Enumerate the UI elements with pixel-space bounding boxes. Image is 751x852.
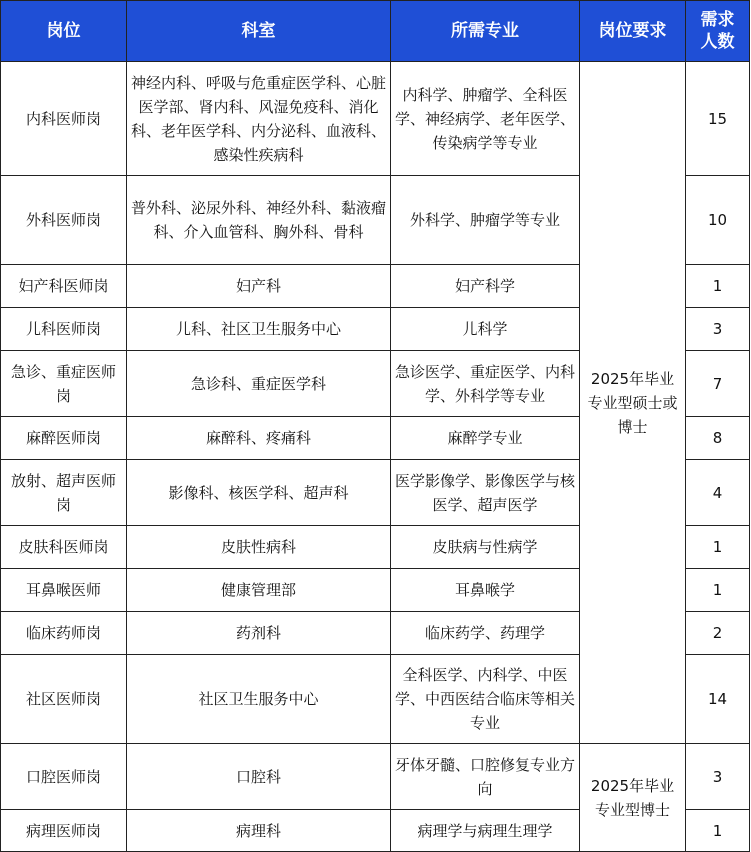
major-cell: 妇产科学 <box>391 265 580 308</box>
major-cell: 耳鼻喉学 <box>391 569 580 612</box>
header-requirement: 岗位要求 <box>580 1 686 62</box>
count-cell: 1 <box>686 526 750 569</box>
count-cell: 7 <box>686 351 750 417</box>
department-cell: 药剂科 <box>127 612 391 655</box>
department-cell: 麻醉科、疼痛科 <box>127 417 391 460</box>
major-cell: 急诊医学、重症医学、内科学、外科学等专业 <box>391 351 580 417</box>
count-cell: 1 <box>686 810 750 852</box>
department-cell: 普外科、泌尿外科、神经外科、黏液瘤科、介入血管科、胸外科、骨科 <box>127 176 391 265</box>
count-cell: 3 <box>686 308 750 351</box>
position-cell: 放射、超声医师岗 <box>1 460 127 526</box>
table-row <box>1 744 750 810</box>
department-cell: 儿科、社区卫生服务中心 <box>127 308 391 351</box>
header-department: 科室 <box>127 1 391 62</box>
position-cell: 麻醉医师岗 <box>1 417 127 460</box>
major-cell: 医学影像学、影像医学与核医学、超声医学 <box>391 460 580 526</box>
header-position: 岗位 <box>1 1 127 62</box>
position-cell: 临床药师岗 <box>1 612 127 655</box>
major-cell: 牙体牙髓、口腔修复专业方向 <box>391 744 580 810</box>
department-cell: 病理科 <box>127 810 391 852</box>
header-row <box>1 1 750 62</box>
major-cell: 儿科学 <box>391 308 580 351</box>
count-cell: 1 <box>686 569 750 612</box>
header-count: 需求人数 <box>686 1 750 62</box>
major-cell: 临床药学、药理学 <box>391 612 580 655</box>
count-cell: 2 <box>686 612 750 655</box>
department-cell: 口腔科 <box>127 744 391 810</box>
header-major: 所需专业 <box>391 1 580 62</box>
count-cell: 10 <box>686 176 750 265</box>
position-cell: 皮肤科医师岗 <box>1 526 127 569</box>
count-cell: 14 <box>686 655 750 744</box>
position-cell: 内科医师岗 <box>1 62 127 176</box>
major-cell: 病理学与病理生理学 <box>391 810 580 852</box>
count-cell: 15 <box>686 62 750 176</box>
position-cell: 耳鼻喉医师 <box>1 569 127 612</box>
major-cell: 麻醉学专业 <box>391 417 580 460</box>
position-cell: 急诊、重症医师岗 <box>1 351 127 417</box>
department-cell: 妇产科 <box>127 265 391 308</box>
position-cell: 儿科医师岗 <box>1 308 127 351</box>
position-cell: 社区医师岗 <box>1 655 127 744</box>
position-cell: 外科医师岗 <box>1 176 127 265</box>
position-cell: 病理医师岗 <box>1 810 127 852</box>
count-cell: 1 <box>686 265 750 308</box>
major-cell: 皮肤病与性病学 <box>391 526 580 569</box>
major-cell: 外科学、肿瘤学等专业 <box>391 176 580 265</box>
department-cell: 社区卫生服务中心 <box>127 655 391 744</box>
requirement-cell: 2025年毕业专业型硕士或博士 <box>580 62 686 744</box>
position-cell: 口腔医师岗 <box>1 744 127 810</box>
major-cell: 内科学、肿瘤学、全科医学、神经病学、老年医学、传染病学等专业 <box>391 62 580 176</box>
department-cell: 神经内科、呼吸与危重症医学科、心脏医学部、肾内科、风湿免疫科、消化科、老年医学科、内分泌科、血液科、感染性疾病科 <box>127 62 391 176</box>
requirement-cell: 2025年毕业专业型博士 <box>580 744 686 852</box>
position-cell: 妇产科医师岗 <box>1 265 127 308</box>
department-cell: 皮肤性病科 <box>127 526 391 569</box>
count-cell: 3 <box>686 744 750 810</box>
department-cell: 影像科、核医学科、超声科 <box>127 460 391 526</box>
major-cell: 全科医学、内科学、中医学、中西医结合临床等相关专业 <box>391 655 580 744</box>
count-cell: 4 <box>686 460 750 526</box>
count-cell: 8 <box>686 417 750 460</box>
table-row <box>1 62 750 176</box>
department-cell: 急诊科、重症医学科 <box>127 351 391 417</box>
department-cell: 健康管理部 <box>127 569 391 612</box>
